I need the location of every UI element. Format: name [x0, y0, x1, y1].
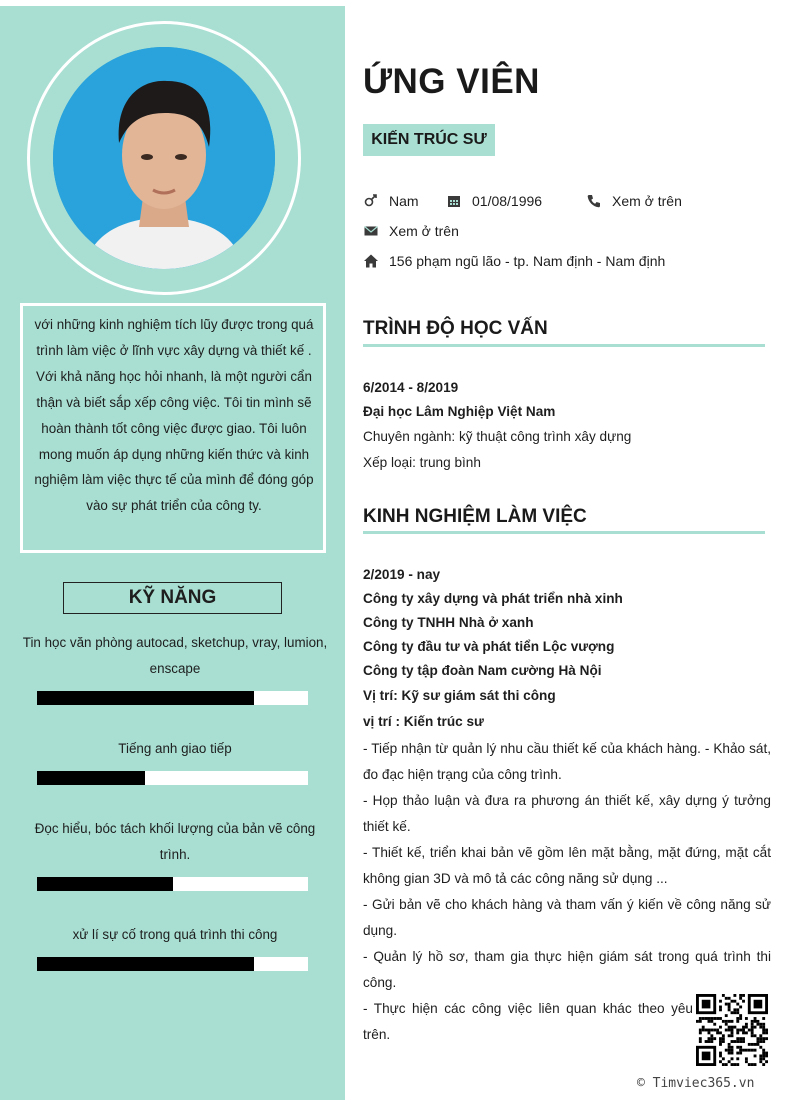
- experience-period: 2/2019 - nay: [363, 567, 441, 582]
- home-icon: [363, 253, 379, 269]
- position: vị trí : Kiến trúc sư: [363, 714, 484, 729]
- skill-bar: [37, 691, 308, 705]
- summary-text: với những kinh nghiệm tích lũy được trong quá trình làm việc ở lĩnh vực xây dựng và thiết kế . Với khả năng học hỏi nhanh, là một người cẩn thận và biết sắp xếp công việc. Tôi tin mình sẽ hoàn thành tốt công việc được giao. Tôi luôn mong muốn áp dụng những kiến thức và kinh nghiệm làm việc thực tế của mình để đóng góp vào sự phát triển của công ty.: [34, 317, 314, 514]
- skill-bar: [37, 771, 308, 785]
- skill-label: Đọc hiểu, bóc tách khối lượng của bản vẽ công trình.: [34, 821, 316, 862]
- duty-item: - Thiết kế, triển khai bản vẽ gồm lên mặt bằng, mặt đứng, mặt cắt không gian 3D và mô tả các công năng sử dụng ...: [363, 845, 771, 886]
- skill-label: xử lí sự cố trong quá trình thi công: [72, 927, 278, 942]
- education-period: 6/2014 - 8/2019: [363, 380, 459, 395]
- skill-bar-fill: [37, 877, 173, 891]
- skill-bar-fill: [37, 691, 254, 705]
- duty-item: - Thực hiện các công việc liên quan khác theo yêu trên.: [363, 1001, 693, 1042]
- footer-credit: © Timviec365.vn: [637, 1076, 755, 1091]
- qr-code: [696, 994, 768, 1066]
- phone-icon: [586, 193, 602, 209]
- company-name: Công ty đầu tư và phát tiển Lộc vượng: [363, 639, 615, 654]
- gender-value: Nam: [389, 193, 419, 209]
- duty-item: - Quản lý hồ sơ, tham gia thực hiện giám sát trong quá trình thi công.: [363, 949, 771, 990]
- section-divider: [363, 344, 765, 347]
- email-value: Xem ở trên: [389, 223, 459, 239]
- candidate-name: ỨNG VIÊN: [363, 62, 540, 101]
- education-major: Chuyên ngành: kỹ thuật công trình xây dựng: [363, 429, 632, 444]
- skill-bar-fill: [37, 771, 145, 785]
- education-school: Đại học Lâm Nghiệp Việt Nam: [363, 404, 556, 419]
- phone-value: Xem ở trên: [612, 193, 682, 209]
- birthdate-value: 01/08/1996: [472, 193, 543, 209]
- skill-bar: [37, 877, 308, 891]
- skill-bar: [37, 957, 308, 971]
- skill-label: Tin học văn phòng autocad, sketchup, vray, lumion, enscape: [22, 635, 328, 676]
- education-grade: Xếp loại: trung bình: [363, 455, 481, 470]
- duty-item: - Tiếp nhận từ quản lý nhu cầu thiết kế của khách hàng. - Khảo sát, đo đạc hiện trạng của công trình.: [363, 741, 771, 782]
- company-name: Công ty tập đoàn Nam cường Hà Nội: [363, 663, 602, 678]
- company-name: Công ty xây dựng và phát triển nhà xinh: [363, 591, 623, 606]
- company-name: Công ty TNHH Nhà ở xanh: [363, 615, 534, 630]
- section-divider: [363, 531, 765, 534]
- skill-bar-fill: [37, 957, 254, 971]
- skill-label: Tiếng anh giao tiếp: [118, 741, 232, 756]
- duty-item: - Họp thảo luận và đưa ra phương án thiết kế, xây dựng ý tưởng thiết kế.: [363, 793, 771, 834]
- envelope-icon: [363, 223, 379, 239]
- job-title-badge: KIẾN TRÚC SƯ: [363, 124, 495, 156]
- calendar-icon: [446, 193, 462, 209]
- address-value: 156 phạm ngũ lão - tp. Nam định - Nam định: [389, 253, 666, 269]
- avatar: [53, 47, 275, 269]
- education-title: TRÌNH ĐỘ HỌC VẤN: [363, 318, 548, 339]
- duty-item: - Gửi bản vẽ cho khách hàng và tham vấn ý kiến về công năng sử dụng.: [363, 897, 771, 938]
- gender-icon: [363, 193, 379, 209]
- position: Vị trí: Kỹ sư giám sát thi công: [363, 688, 556, 703]
- experience-title: KINH NGHIỆM LÀM VIỆC: [363, 506, 587, 527]
- skills-title: KỸ NĂNG: [63, 582, 282, 614]
- avatar-photo: [53, 47, 275, 269]
